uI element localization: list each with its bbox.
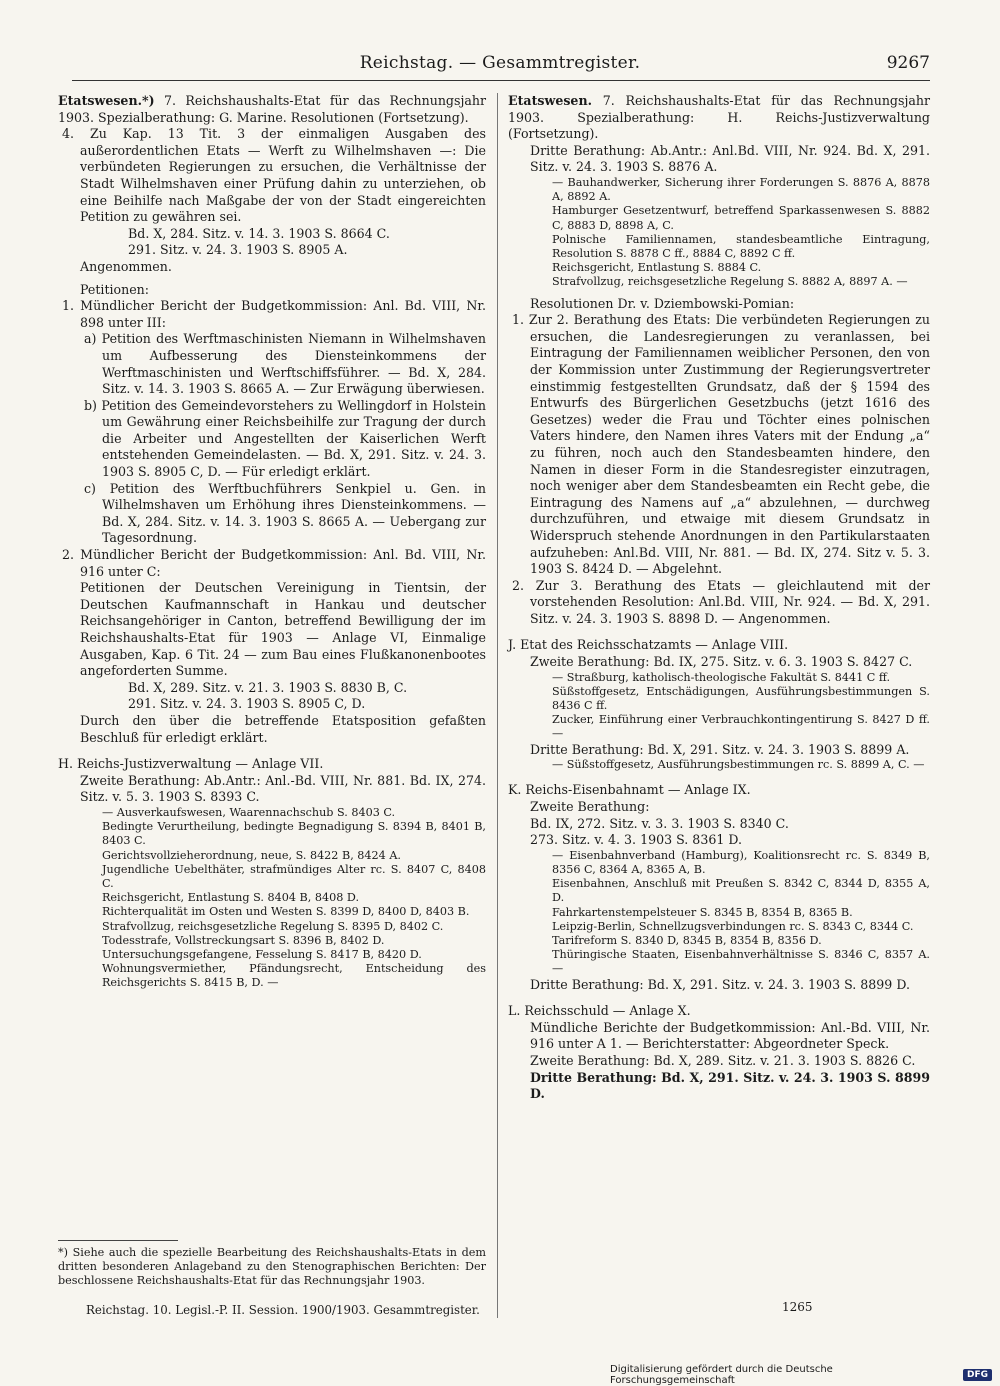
index-entry [508,261,930,275]
index-entry [58,849,486,863]
entry-text: Richterqualität im Osten und Westen S. 8399 D, 8400 D, 8403 B. [102,905,470,919]
index-entry [58,756,486,773]
index-entry [508,742,930,759]
entry-text: Jugendliche Uebelthäter, strafmündiges Alter rc. S. 8407 C, 8408 C. [102,862,486,890]
index-entry [508,977,930,994]
index-entry [58,713,486,746]
entry-text: Angenommen. [80,258,172,274]
entry-text: Zweite Berathung: Bd. X, 289. Sitz. v. 21. 3. 1903 S. 8826 C. [530,1053,916,1069]
index-entry [58,863,486,891]
entry-text: 7. Reichshaushalts-Etat für das Rechnungsjahr 1903. Spezialberathung: H. Reichs-Justizverwaltung (Fortsetzung). [508,93,930,142]
index-entry [508,1003,930,1020]
entry-text: Bd. X, 289. Sitz. v. 21. 3. 1903 S. 8830 B, C. [128,679,408,695]
sheet-number: 1265 [782,1300,813,1314]
index-entry [508,654,930,671]
entry-text: Thüringische Staaten, Eisenbahnverhältnisse S. 8346 C, 8357 A. — [552,948,930,976]
entry-text: Eisenbahnen, Anschluß mit Preußen S. 8342 C, 8344 D, 8355 A, D. [552,877,930,905]
entry-text: Bd. IX, 272. Sitz. v. 3. 3. 1903 S. 8340 C. [530,815,789,831]
entry-text: 2. Zur 3. Berathung des Etats — gleichlautend mit der vorstehenden Resolution: Anl.Bd. VIII, Nr. 924. — Bd. X, 291. Sitz. v. 24. 3. 1903 S. 8898 D. — Angenommen. [512,577,930,626]
entry-text: Dritte Berathung: Bd. X, 291. Sitz. v. 24. 3. 1903 S. 8899 D. [530,1069,930,1102]
index-entry [508,934,930,948]
entry-text: J. Etat des Reichsschatzamts — Anlage VIII. [508,637,789,653]
index-entry [58,773,486,806]
index-entry [508,1053,930,1070]
entry-text: — Bauhandwerker, Sicherung ihrer Forderungen S. 8876 A, 8878 A, 8892 A. [552,175,930,204]
index-entry [58,680,486,697]
entry-text: Bedingte Verurtheilung, bedingte Begnadigung S. 8394 B, 8401 B, 8403 C. [102,820,486,848]
entry-text: — Ausverkaufswesen, Waarennachschub S. 8403 C. [102,805,396,819]
footnote: *) Siehe auch die spezielle Bearbeitung des Reichshaushalts-Etats in dem dritten besonderen Anlageband zu den Stenographischen Berichten: Der beschlossene Reichshaushalts-Etat für das Rechnungsjahr 1903. [58,1246,486,1287]
index-entry [58,948,486,962]
index-entry [58,259,486,276]
index-entry [508,816,930,833]
index-entry [508,204,930,232]
entry-text: Gerichtsvollzieherordnung, neue, S. 8422 B, 8424 A. [102,848,401,862]
index-entry [58,282,486,299]
index-entry [508,312,930,578]
footnote-rule [58,1240,178,1241]
dfg-logo: DFG [963,1369,992,1381]
entry-heading: Etatswesen.*) [58,93,155,108]
index-entry [508,93,930,143]
entry-text: H. Reichs-Justizverwaltung — Anlage VII. [58,756,324,772]
entry-text: Leipzig-Berlin, Schnellzugsverbindungen rc. S. 8343 C, 8344 C. [552,919,914,933]
index-entry [508,948,930,976]
entry-text: b) Petition des Gemeindevorstehers zu Wellingdorf in Holstein um Gewährung einer Reichsbeihilfe zur Tragung der durch die Arbeiter und Angestellten der Kaiserlichen Werft entstehenden Gemeindelasten. — Bd. X, 291. Sitz. v. 24. 3. 1903 S. 8905 C, D. — Für erledigt erklärt. [84,397,486,480]
index-entry [508,877,930,905]
index-entry [508,920,930,934]
entry-text: Reichsgericht, Entlastung S. 8404 B, 8408 D. [102,891,359,905]
entry-text: Zweite Berathung: Ab.Antr.: Anl.-Bd. VIII, Nr. 881. Bd. IX, 274. Sitz. v. 5. 3. 1903 S. 8393 C. [80,772,486,805]
entry-text: Petitionen der Deutschen Vereinigung in Tientsin, der Deutschen Kaufmannschaft in Hankau und deutscher Reichsangehöriger in Canton, betreffend Bewilligung der im Reichshaushalts-Etat für 1903 — Anlage VI, Einmalige Ausgaben, Kap. 6 Tit. 24 — zum Bau eines Flußkanonenbootes angeforderten Summe. [80,580,486,679]
entry-text: Fahrkartenstempelsteuer S. 8345 B, 8354 B, 8365 B. [552,905,853,919]
dfg-notice-bar [610,1363,1000,1386]
index-entry [508,713,930,741]
entry-text: Durch den über die betreffende Etatsposition gefaßten Beschluß für erledigt erklärt. [80,712,486,745]
header-rule [72,80,930,81]
index-entry [58,242,486,259]
index-entry [508,799,930,816]
left-column [58,93,486,991]
entry-heading: Etatswesen. [508,93,592,108]
entry-text: K. Reichs-Eisenbahnamt — Anlage IX. [508,782,751,798]
entry-text: Tarifreform S. 8340 D, 8345 B, 8354 B, 8356 D. [552,934,822,948]
index-entry [508,758,930,772]
entry-text: Todesstrafe, Vollstreckungsart S. 8396 B, 8402 D. [102,933,385,947]
index-entry [58,298,486,331]
index-entry [508,637,930,654]
entry-text: 1. Zur 2. Berathung des Etats: Die verbündeten Regierungen zu ersuchen, die Landesregierungen zu veranlassen, bei Eintragung der Familiennamen weiblicher Personen, den von der Kommission unter Zustimmung der Regierungsvertreter einstimmig festgestellten Grundsatz, daß der § 1594 des Entwurfs des Bürgerlichen Gesetzbuchs (jetzt 1616 des Gesetzes) weder die Frau und Töchter eines polnischen Vaters hindere, den Namen ihres Vaters mit der Endung „a“ zu führen, noch auch den Standesbeamten hindere, den Namen in dieser Form in die Standesregister einzutragen, noch weniger aber dem Standesbeamten ein Recht gebe, die Eintragung des Namens auf „a“ abzulehnen, — durchweg durchzuführen, und etwaige mit diesem Grundsatz in Widerspruch stehende Anordnungen in den Partikularstaaten aufzuheben: Anl.Bd. VIII, Nr. 881. — Bd. IX, 274. Sitz v. 5. 3. 1903 S. 8424 D. — Abgelehnt. [512,312,930,577]
page-number: 9267 [886,53,930,73]
index-entry [58,962,486,990]
index-entry [508,782,930,799]
index-entry [58,580,486,680]
right-column [508,93,930,1103]
index-entry [58,398,486,481]
entry-text: c) Petition des Werftbuchführers Senkpiel u. Gen. in Wilhelmshaven um Erhöhung ihres Diensteinkommens. — Bd. X, 284. Sitz. v. 14. 3. 1903 S. 8665 A. — Uebergang zur Tagesordnung. [84,480,486,546]
entry-text: 291. Sitz. v. 24. 3. 1903 S. 8905 A. [128,242,348,258]
entry-text: Dritte Berathung: Bd. X, 291. Sitz. v. 24. 3. 1903 S. 8899 A. [530,741,910,757]
index-entry [58,331,486,397]
entry-text: Zweite Berathung: Bd. IX, 275. Sitz. v. 6. 3. 1903 S. 8427 C. [530,654,913,670]
index-entry [58,920,486,934]
index-entry [58,934,486,948]
index-entry [508,832,930,849]
index-entry [508,1070,930,1103]
index-entry [508,176,930,204]
entry-text: Bd. X, 284. Sitz. v. 14. 3. 1903 S. 8664 C. [128,225,390,241]
entry-text: Untersuchungsgefangene, Fesselung S. 8417 B, 8420 D. [102,947,422,961]
index-entry [508,906,930,920]
entry-text: — Straßburg, katholisch-theologische Fakultät S. 8441 C ff. [552,670,890,684]
entry-text: Zucker, Einführung einer Verbrauchkontingentirung S. 8427 D ff. — [552,713,930,741]
entry-text: Polnische Familiennamen, standesbeamtliche Eintragung, Resolution S. 8878 C ff., 8884 C, 8892 C ff. [552,232,930,260]
index-entry [508,578,930,628]
page-title: Reichstag. — Gesammtregister. [359,53,641,73]
entry-text: 7. Reichshaushalts-Etat für das Rechnungsjahr 1903. Spezialberathung: G. Marine. Resolutionen (Fortsetzung). [58,93,486,125]
index-entry [58,226,486,243]
entry-text: 273. Sitz. v. 4. 3. 1903 S. 8361 D. [530,832,743,848]
index-entry [508,685,930,713]
entry-text: Reichsgericht, Entlastung S. 8884 C. [552,261,762,275]
entry-text: Strafvollzug, reichsgesetzliche Regelung S. 8395 D, 8402 C. [102,919,444,933]
entry-text: Dritte Berathung: Bd. X, 291. Sitz. v. 24. 3. 1903 S. 8899 D. [530,976,910,992]
index-entry [508,671,930,685]
column-divider [497,93,498,1318]
index-entry [58,806,486,820]
index-entry [508,296,930,313]
entry-text: Wohnungsvermiether, Pfändungsrecht, Entscheidung des Reichsgerichts S. 8415 B, D. — [102,962,486,990]
index-entry [58,126,486,226]
entry-text: Süßstoffgesetz, Entschädigungen, Ausführungsbestimmungen S. 8436 C ff. [552,684,930,713]
entry-text: 1. Mündlicher Bericht der Budgetkommission: Anl. Bd. VIII, Nr. 898 unter III: [62,298,486,330]
entry-text: — Süßstoffgesetz, Ausführungsbestimmungen rc. S. 8899 A, C. — [552,758,925,772]
entry-text: Hamburger Gesetzentwurf, betreffend Sparkassenwesen S. 8882 C, 8883 D, 8898 A, C. [552,204,930,232]
index-entry [508,1020,930,1053]
entry-text: Strafvollzug, reichsgesetzliche Regelung S. 8882 A, 8897 A. — [552,275,908,289]
index-entry [58,891,486,905]
entry-text: 4. Zu Kap. 13 Tit. 3 der einmaligen Ausgaben des außerordentlichen Etats — Werft zu Wilhelmshaven —: Die verbündeten Regierungen zu ersuchen, die Verhältnisse der Stadt Wilhelmshaven einer Prüfung dahin zu unterziehen, ob eine Beihilfe nach Maßgabe der von der Stadt eingereichten Petition zu gewähren sei. [62,126,486,225]
index-entry [58,820,486,848]
entry-text: L. Reichsschuld — Anlage X. [508,1003,691,1019]
entry-text: Mündliche Berichte der Budgetkommission: Anl.-Bd. VIII, Nr. 916 unter A 1. — Berichterstatter: Abgeordneter Speck. [530,1019,930,1052]
index-entry [58,905,486,919]
entry-text: Zweite Berathung: [530,799,650,815]
index-entry [58,481,486,547]
index-entry [508,143,930,176]
index-entry [58,547,486,580]
index-entry [58,93,486,126]
entry-text: Resolutionen Dr. v. Dziembowski-Pomian: [530,295,795,311]
index-entry [508,275,930,289]
index-entry [508,233,930,261]
entry-text: Petitionen: [80,281,150,297]
index-entry [58,696,486,713]
entry-text: — Eisenbahnverband (Hamburg), Koalitionsrecht rc. S. 8349 B, 8356 C, 8364 A, 8365 A, B. [552,848,930,877]
entry-text: 2. Mündlicher Bericht der Budgetkommission: Anl. Bd. VIII, Nr. 916 unter C: [62,547,486,579]
imprint: Reichstag. 10. Legisl.-P. II. Session. 1900/1903. Gesammtregister. [86,1303,480,1317]
dfg-notice: Digitalisierung gefördert durch die Deutsche Forschungsgemeinschaft [610,1363,833,1386]
entry-text: a) Petition des Werftmaschinisten Niemann in Wilhelmshaven um Aufbesserung des Diensteinkommens der Werftmaschinisten und Werftschiffsführer. — Bd. X, 284. Sitz. v. 14. 3. 1903 S. 8665 A. — Zur Erwägung überwiesen. [84,331,486,397]
index-entry [508,849,930,877]
entry-text: 291. Sitz. v. 24. 3. 1903 S. 8905 C, D. [128,696,366,712]
entry-text: Dritte Berathung: Ab.Antr.: Anl.Bd. VIII, Nr. 924. Bd. X, 291. Sitz. v. 24. 3. 1903 S. 8876 A. [530,142,930,175]
